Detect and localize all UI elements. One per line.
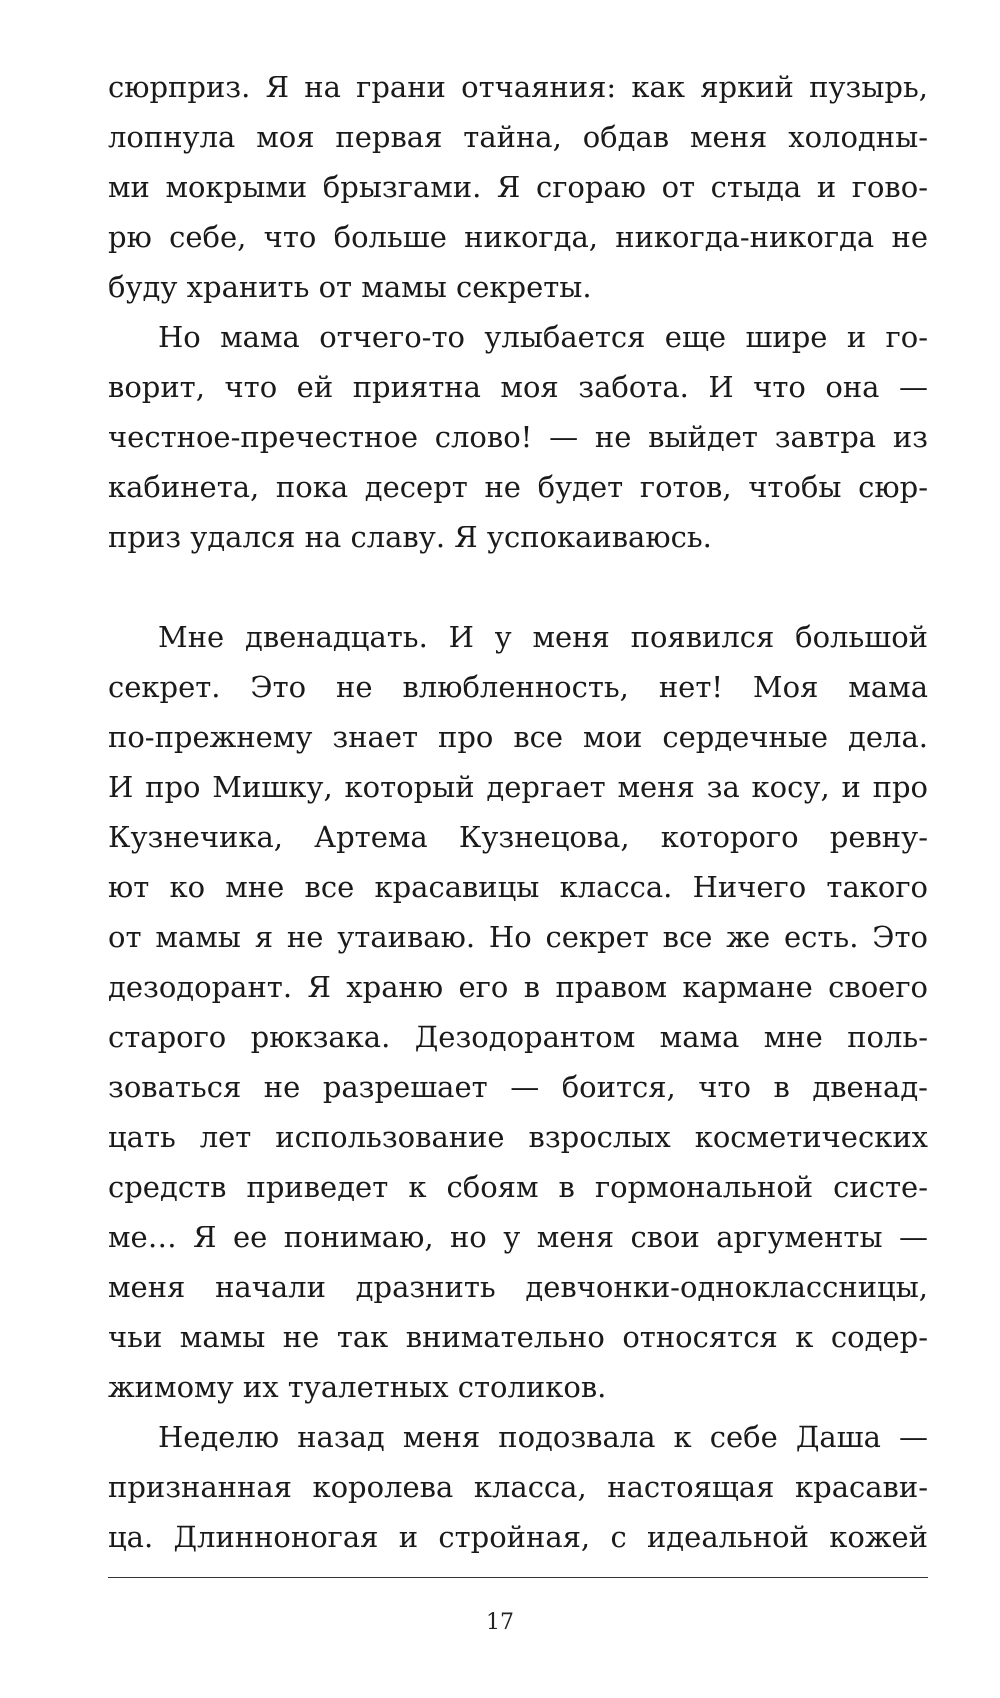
text-line: ме… Я ее понимаю, но у меня свои аргументы — bbox=[108, 1220, 928, 1254]
text-line: рю себе, что больше никогда, никогда-никогда не bbox=[108, 220, 928, 254]
text-line: старого рюкзака. Дезодорантом мама мне поль- bbox=[108, 1020, 928, 1054]
text-line: ворит, что ей приятна моя забота. И что она — bbox=[108, 370, 928, 404]
text-line: зоваться не разрешает — боится, что в двенад- bbox=[108, 1070, 928, 1104]
text-line: И про Мишку, который дергает меня за косу, и про bbox=[108, 770, 928, 804]
text-line: Но мама отчего-то улыбается еще шире и го- bbox=[158, 320, 928, 354]
text-line: секрет. Это не влюбленность, нет! Моя мама bbox=[108, 670, 928, 704]
text-line: честное-пречестное слово! — не выйдет завтра из bbox=[108, 420, 928, 454]
text-line: дезодорант. Я храню его в правом кармане своего bbox=[108, 970, 928, 1004]
section-break bbox=[108, 562, 928, 612]
text-line: сюрприз. Я на грани отчаяния: как яркий пузырь, bbox=[108, 70, 928, 104]
text-line: Мне двенадцать. И у меня появился большой bbox=[158, 620, 928, 654]
paragraph-2 bbox=[108, 312, 928, 562]
paragraph-1 bbox=[108, 62, 928, 312]
paragraph-4 bbox=[108, 1412, 928, 1562]
text-line: от мамы я не утаиваю. Но секрет все же есть. Это bbox=[108, 920, 928, 954]
text-line: средств приведет к сбоям в гормональной систе- bbox=[108, 1170, 928, 1204]
page-body bbox=[108, 62, 928, 1562]
text-line: признанная королева класса, настоящая красави- bbox=[108, 1470, 928, 1504]
text-line: цать лет использование взрослых косметических bbox=[108, 1120, 928, 1154]
text-line: буду хранить от мамы секреты. bbox=[108, 270, 592, 304]
text-line: по-прежнему знает про все мои сердечные дела. bbox=[108, 720, 928, 754]
text-line: ца. Длинноногая и стройная, с идеальной кожей bbox=[108, 1520, 928, 1554]
paragraph-3 bbox=[108, 612, 928, 1412]
footer-rule bbox=[108, 1577, 928, 1578]
text-line: жимому их туалетных столиков. bbox=[108, 1370, 607, 1404]
text-line: ют ко мне все красавицы класса. Ничего такого bbox=[108, 870, 928, 904]
text-line: Кузнечика, Артема Кузнецова, которого ревну- bbox=[108, 820, 928, 854]
page-number: 17 bbox=[486, 1610, 514, 1635]
text-line: Неделю назад меня подозвала к себе Даша — bbox=[158, 1420, 928, 1454]
text-line: лопнула моя первая тайна, обдав меня холодны- bbox=[108, 120, 928, 154]
text-line: меня начали дразнить девчонки-одноклассницы, bbox=[108, 1270, 928, 1304]
text-line: чьи мамы не так внимательно относятся к содер- bbox=[108, 1320, 928, 1354]
text-line: ми мокрыми брызгами. Я сгораю от стыда и гово- bbox=[108, 170, 928, 204]
text-line: кабинета, пока десерт не будет готов, чтобы сюр- bbox=[108, 470, 928, 504]
text-line: приз удался на славу. Я успокаиваюсь. bbox=[108, 520, 712, 554]
